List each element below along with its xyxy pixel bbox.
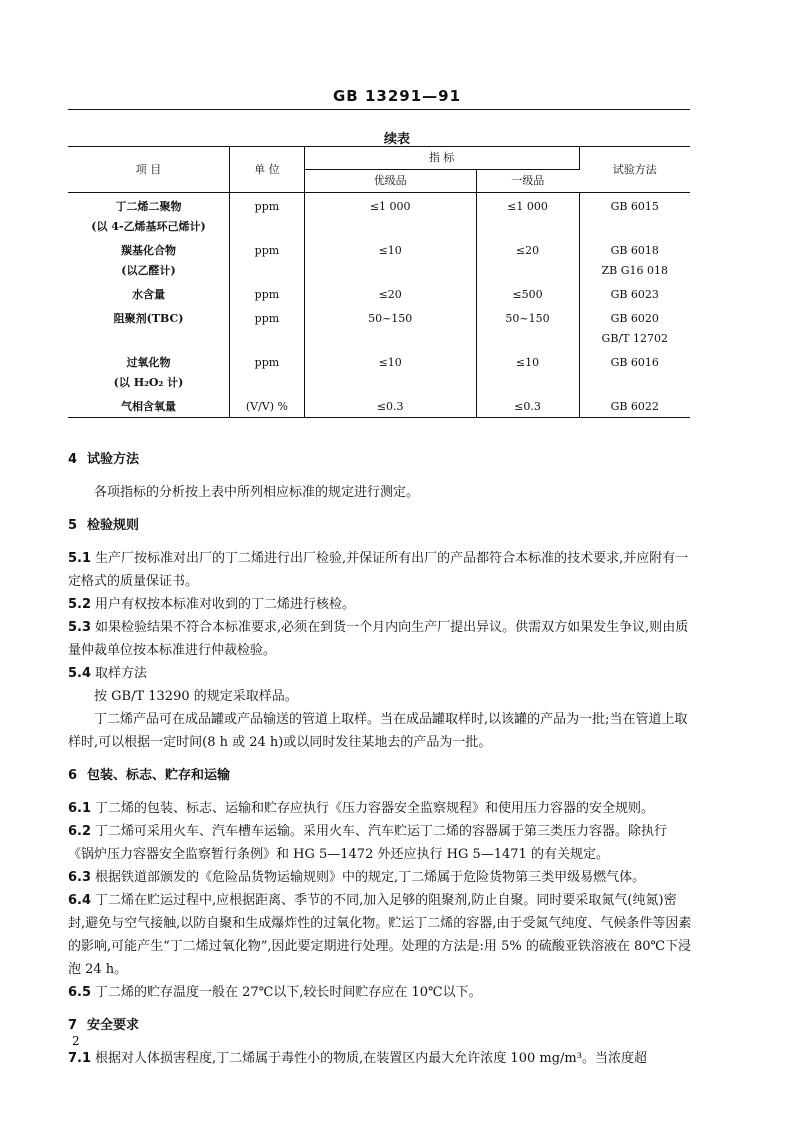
page-number: 2 (72, 1034, 80, 1048)
body-content (68, 448, 692, 1070)
paragraph: 按 GB/T 13290 的规定采取样品。 (94, 689, 298, 704)
clause: 6.1 丁二烯的包装、标志、运输和贮存应执行《压力容器安全监察规程》和使用压力容器的安全规则。 (68, 801, 655, 816)
clause: 5.1 生产厂按标准对出厂的丁二烯进行出厂检验,并保证所有出厂的产品都符合本标准的技术要求,并应附有一定格式的质量保证书。 (68, 551, 689, 589)
table-row (68, 349, 690, 393)
cell-method: GB 6015 (610, 200, 659, 213)
clause: 5.2 用户有权按本标准对收到的丁二烯进行核检。 (68, 597, 356, 612)
cell-item: 阻聚剂(TBC) (68, 305, 230, 349)
cell-unit: (V/V) % (230, 393, 305, 418)
table-row (68, 237, 690, 281)
cell-first-grade: ≤500 (476, 281, 579, 305)
cell-first-grade: ≤0.3 (476, 393, 579, 418)
cell-method: GB 6016 (610, 356, 659, 369)
clause: 6.2 丁二烯可采用火车、汽车槽车运输。采用火车、汽车贮运丁二烯的容器属于第三类压力容器。除执行《锅炉压力容器安全监察暂行条例》和 HG 5—1472 外还应执行 HG 5—1471 的有关规定。 (68, 824, 668, 862)
cell-item: 过氧化物 (以 H₂O₂ 计) (68, 349, 230, 393)
table-row (68, 305, 690, 349)
header-unit: 单 位 (230, 147, 305, 193)
header-superior: 优级品 (304, 170, 476, 193)
spec-table (68, 146, 690, 418)
cell-superior: 50~150 (304, 305, 476, 349)
section-heading: 6 包装、标志、贮存和运输 (68, 768, 231, 783)
cell-method: GB 6020 GB/T 12702 (601, 312, 668, 345)
clause: 5.3 如果检验结果不符合本标准要求,必须在到货一个月内向生产厂提出异议。供需双方如果发生争议,则由质量仲裁单位按本标准进行仲裁检验。 (68, 620, 689, 658)
cell-item: 羰基化合物 (以乙醛计) (68, 237, 230, 281)
cell-superior: ≤10 (304, 349, 476, 393)
header-indicator: 指 标 (304, 147, 579, 170)
cell-unit: ppm (230, 349, 305, 393)
cell-superior: ≤10 (304, 237, 476, 281)
paragraph: 各项指标的分析按上表中所列相应标准的规定进行测定。 (94, 485, 420, 500)
cell-unit: ppm (230, 305, 305, 349)
cell-method: GB 6023 (610, 288, 659, 301)
table-row (68, 193, 690, 238)
clause: 6.4 丁二烯在贮运过程中,应根据距离、季节的不同,加入足够的阻聚剂,防止自聚。同时要采取氮气(纯氮)密封,避免与空气接触,以防自聚和生成爆炸性的过氧化物。贮运丁二烯的容器,由于受氮气纯度、气候条件等因素的影响,可能产生“丁二烯过氧化物”,因此要定期进行处理。处理的方法是:用 5% 的硫酸亚铁溶液在 80℃下浸泡 24 h。 (68, 893, 692, 977)
standard-code-header: GB 13291—91 (332, 87, 462, 105)
clause: 6.3 根据铁道部颁发的《危险品货物运输规则》中的规定,丁二烯属于危险货物第三类甲级易燃气体。 (68, 870, 646, 885)
cell-superior: ≤20 (304, 281, 476, 305)
header-rule (68, 109, 690, 110)
clause: 7.1 根据对人体损害程度,丁二烯属于毒性小的物质,在装置区内最大允许浓度 100 mg/m³。当浓度超 (68, 1051, 647, 1066)
table-row (68, 281, 690, 305)
header-item: 项 目 (68, 147, 230, 193)
cell-first-grade: ≤10 (476, 349, 579, 393)
table-caption: 续表 (383, 132, 410, 147)
cell-method: GB 6022 (610, 400, 659, 413)
cell-superior: ≤1 000 (304, 193, 476, 238)
section-heading: 5 检验规则 (68, 518, 140, 533)
cell-first-grade: ≤1 000 (476, 193, 579, 238)
clause: 5.4 取样方法 (68, 666, 148, 681)
cell-item: 水含量 (68, 281, 230, 305)
section-heading: 4 试验方法 (68, 452, 140, 467)
cell-unit: ppm (230, 193, 305, 238)
table-row (68, 393, 690, 418)
header-method: 试验方法 (579, 147, 690, 193)
cell-item: 气相含氧量 (68, 393, 230, 418)
header-first-grade: 一级品 (476, 170, 579, 193)
cell-unit: ppm (230, 237, 305, 281)
cell-unit: ppm (230, 281, 305, 305)
paragraph: 丁二烯产品可在成品罐或产品输送的管道上取样。当在成品罐取样时,以该罐的产品为一批;当在管道上取样时,可以根据一定时间(8 h 或 24 h)或以同时发往某地去的产品为一批。 (68, 712, 688, 750)
cell-first-grade: 50~150 (476, 305, 579, 349)
cell-superior: ≤0.3 (304, 393, 476, 418)
clause: 6.5 丁二烯的贮存温度一般在 27℃以下,较长时间贮存应在 10℃以下。 (68, 985, 482, 1000)
section-heading: 7 安全要求 (68, 1018, 140, 1033)
cell-item: 丁二烯二聚物 (以 4-乙烯基环己烯计) (68, 193, 230, 238)
cell-first-grade: ≤20 (476, 237, 579, 281)
cell-method: GB 6018 ZB G16 018 (601, 244, 668, 277)
